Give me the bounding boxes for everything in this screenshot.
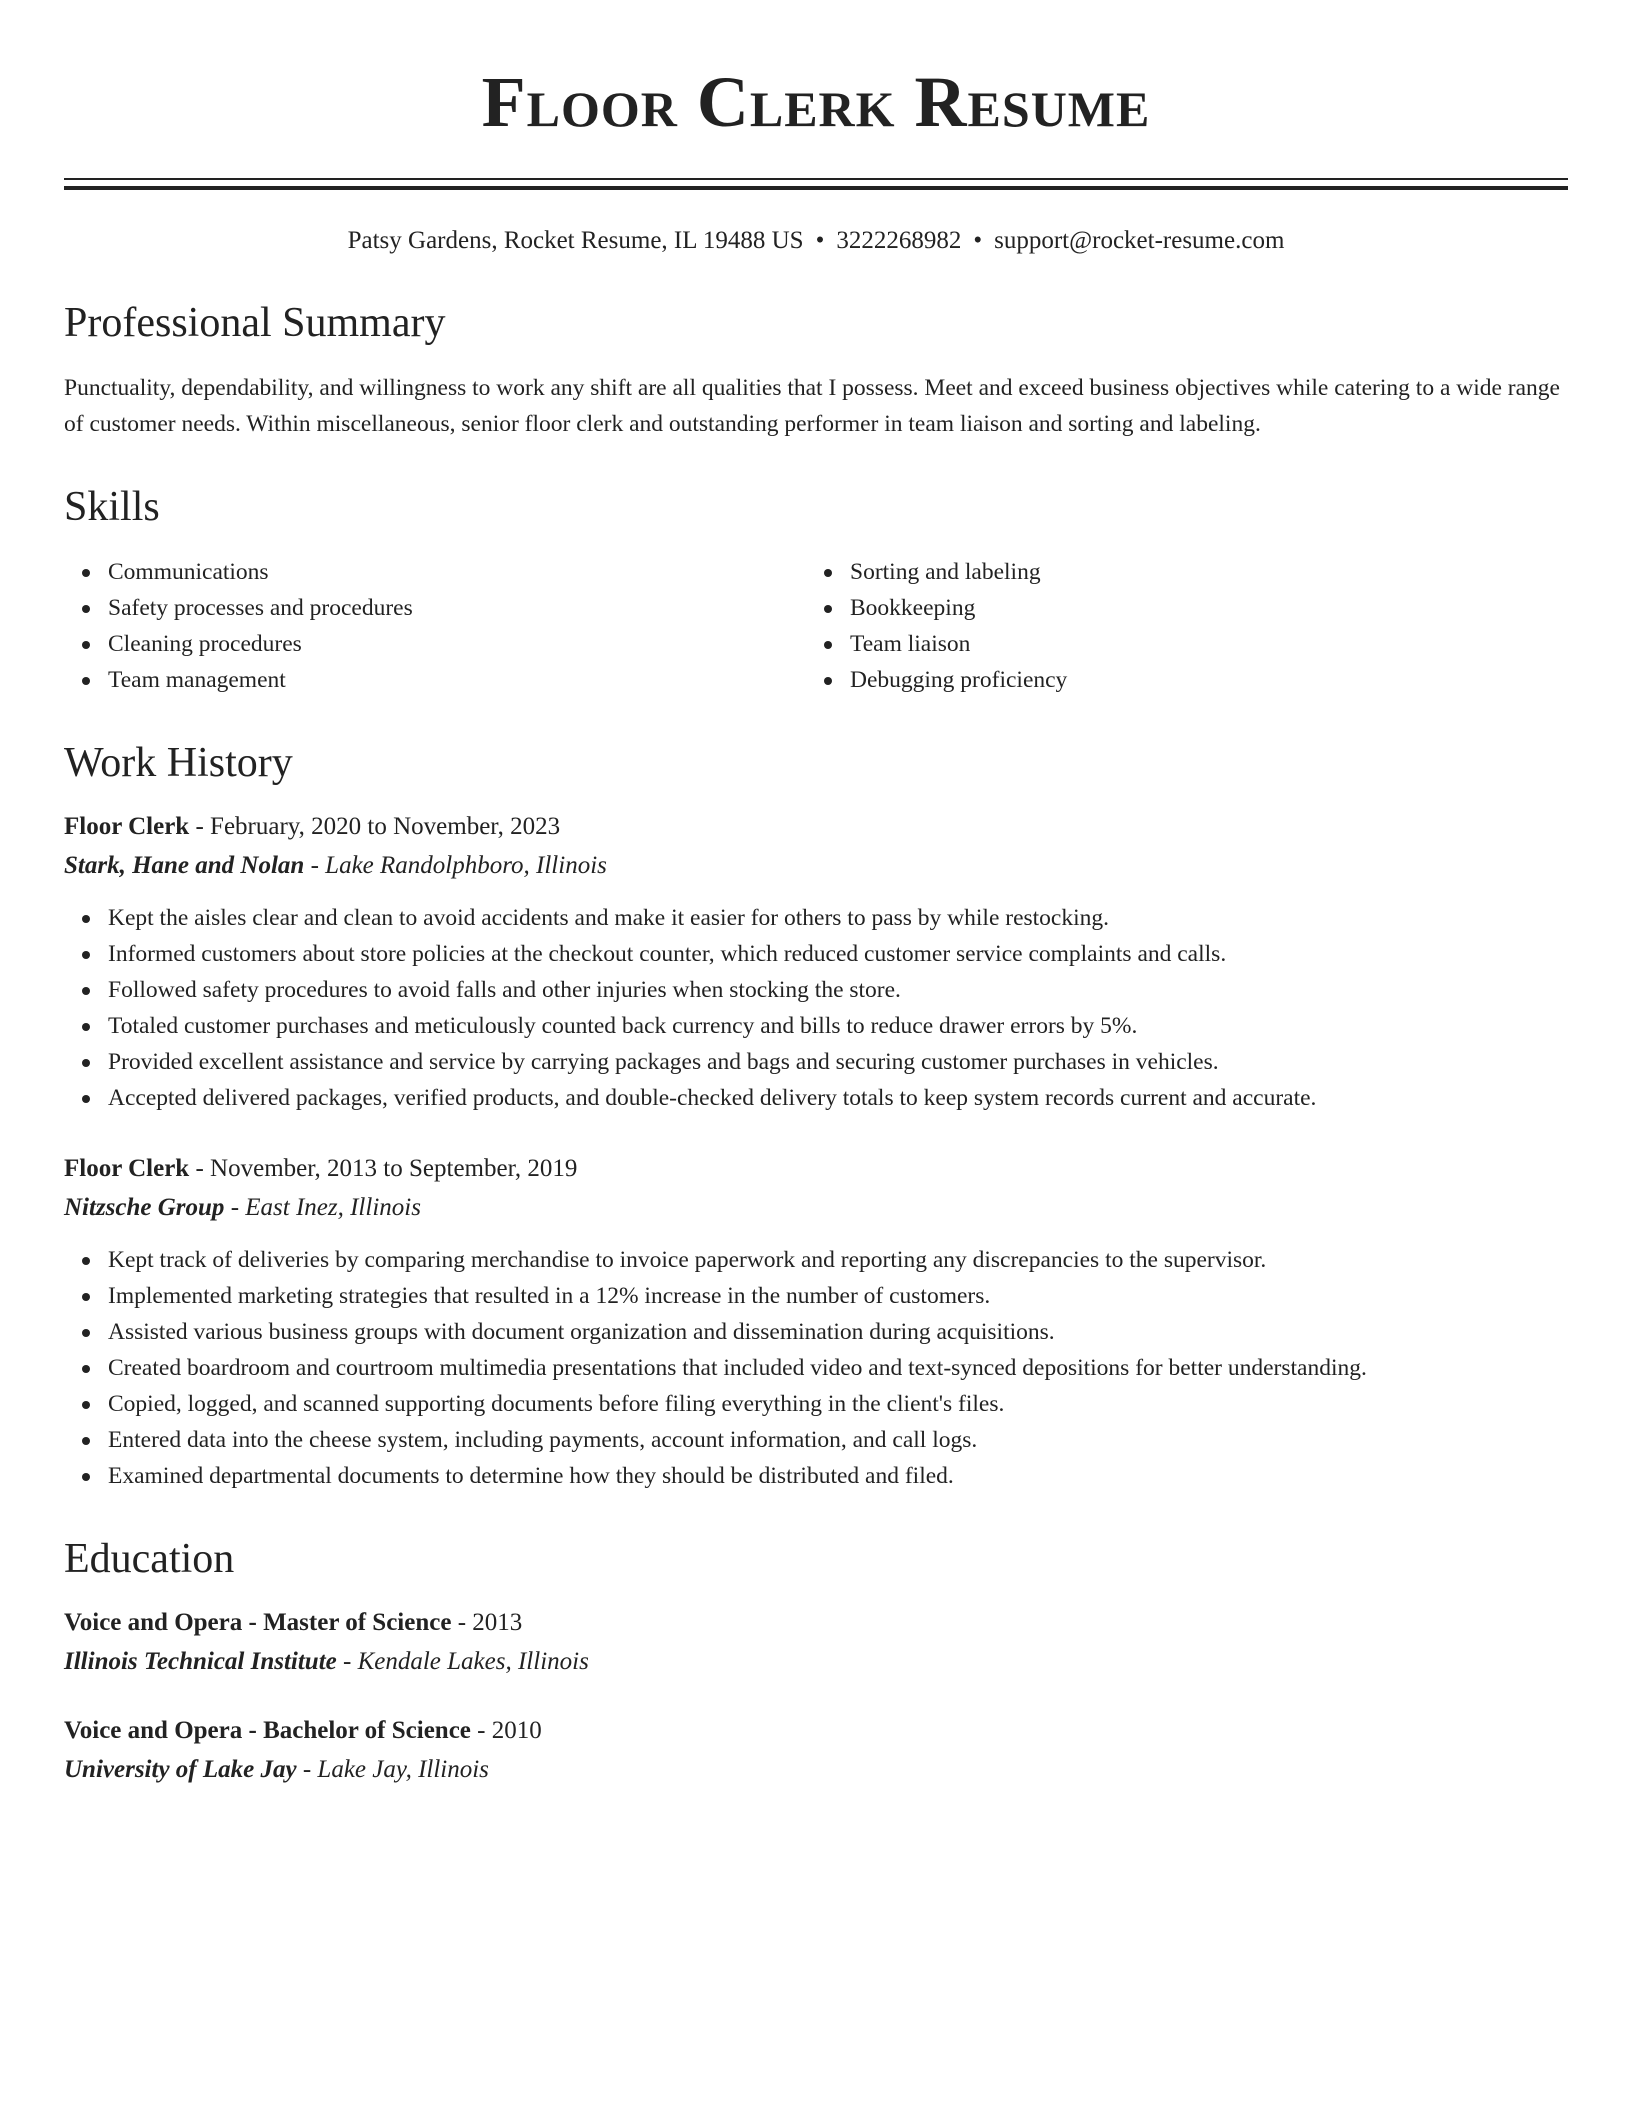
education-location: - Kendale Lakes, Illinois: [336, 1648, 589, 1675]
contact-phone: 3222268982: [836, 227, 962, 254]
education-heading: Education: [64, 1536, 235, 1582]
duty-item: Copied, logged, and scanned supporting documents before filing everything in the client's files.: [108, 1386, 1568, 1422]
contact-email: support@rocket-resume.com: [994, 227, 1285, 254]
job-entry: [64, 1150, 1568, 1494]
education-location: - Lake Jay, Illinois: [296, 1756, 489, 1783]
skills-heading: Skills: [64, 484, 160, 530]
job-dates: - November, 2013 to September, 2019: [189, 1155, 578, 1182]
education-school: University of Lake Jay: [64, 1756, 297, 1783]
job-company: Nitzsche Group: [64, 1194, 225, 1221]
job-duties: [64, 1242, 1568, 1494]
job-location: - East Inez, Illinois: [224, 1194, 421, 1221]
duty-item: Assisted various business groups with document organization and dissemination during acquisitions.: [108, 1314, 1568, 1350]
skill-item: Team liaison: [850, 626, 1548, 662]
education-year: - 2010: [470, 1717, 542, 1744]
job-entry: [64, 808, 1568, 1116]
job-header: [64, 808, 1568, 846]
education-year: - 2013: [451, 1609, 523, 1636]
job-role: Floor Clerk: [64, 1155, 190, 1182]
duty-item: Created boardroom and courtroom multimedia presentations that included video and text-synced depositions for better understanding.: [108, 1350, 1568, 1386]
contact-separator: •: [815, 227, 825, 254]
contact-address: Patsy Gardens, Rocket Resume, IL 19488 US: [347, 227, 804, 254]
education-entry: [64, 1604, 1568, 1682]
education-entry: [64, 1712, 1568, 1790]
skill-item: Cleaning procedures: [108, 626, 806, 662]
job-location: - Lake Randolphboro, Illinois: [304, 852, 607, 879]
duty-item: Totaled customer purchases and meticulously counted back currency and bills to reduce drawer errors by 5%.: [108, 1008, 1568, 1044]
job-company: Stark, Hane and Nolan: [64, 852, 305, 879]
education-degree: Voice and Opera - Bachelor of Science: [64, 1717, 471, 1744]
education-school: Illinois Technical Institute: [64, 1648, 337, 1675]
work-history-heading: Work History: [64, 740, 293, 786]
duty-item: Entered data into the cheese system, including payments, account information, and call logs.: [108, 1422, 1568, 1458]
summary-text: Punctuality, dependability, and willingness to work any shift are all qualities that I possess. Meet and exceed business objectives while catering to a wide range of customer needs. Within miscellaneous, senior floor clerk and outstanding performer in team liaison and sorting and labeling.: [64, 375, 1560, 437]
job-duties: [64, 900, 1568, 1116]
duty-item: Accepted delivered packages, verified products, and double-checked delivery totals to keep system records current and accurate.: [108, 1080, 1568, 1116]
duty-item: Examined departmental documents to determine how they should be distributed and filed.: [108, 1458, 1568, 1494]
skill-item: Communications: [108, 554, 806, 590]
job-header: [64, 1150, 1568, 1188]
resume-title: Floor Clerk Resume: [481, 62, 1151, 142]
education-header: [64, 1712, 1568, 1750]
education-header: [64, 1604, 1568, 1642]
job-dates: - February, 2020 to November, 2023: [189, 813, 561, 840]
job-employer: [64, 846, 1568, 886]
skills-list: [64, 554, 1568, 698]
skill-item: Debugging proficiency: [850, 662, 1548, 698]
education-degree: Voice and Opera - Master of Science: [64, 1609, 452, 1636]
skill-item: Safety processes and procedures: [108, 590, 806, 626]
title-divider: [64, 178, 1568, 190]
skills-column-left: [64, 554, 806, 698]
duty-item: Kept the aisles clear and clean to avoid accidents and make it easier for others to pass by while restocking.: [108, 900, 1568, 936]
job-employer: [64, 1188, 1568, 1228]
duty-item: Followed safety procedures to avoid falls and other injuries when stocking the store.: [108, 972, 1568, 1008]
duty-item: Informed customers about store policies at the checkout counter, which reduced customer service complaints and calls.: [108, 936, 1568, 972]
duty-item: Implemented marketing strategies that resulted in a 12% increase in the number of customers.: [108, 1278, 1568, 1314]
contact-separator: •: [973, 227, 983, 254]
education-institution: [64, 1750, 1568, 1790]
duty-item: Kept track of deliveries by comparing merchandise to invoice paperwork and reporting any discrepancies to the supervisor.: [108, 1242, 1568, 1278]
education-institution: [64, 1642, 1568, 1682]
skill-item: Team management: [108, 662, 806, 698]
summary-heading: Professional Summary: [64, 300, 446, 346]
job-role: Floor Clerk: [64, 813, 190, 840]
skill-item: Bookkeeping: [850, 590, 1548, 626]
skills-column-right: [806, 554, 1548, 698]
skill-item: Sorting and labeling: [850, 554, 1548, 590]
duty-item: Provided excellent assistance and service by carrying packages and bags and securing customer purchases in vehicles.: [108, 1044, 1568, 1080]
contact-line: [64, 224, 1568, 258]
